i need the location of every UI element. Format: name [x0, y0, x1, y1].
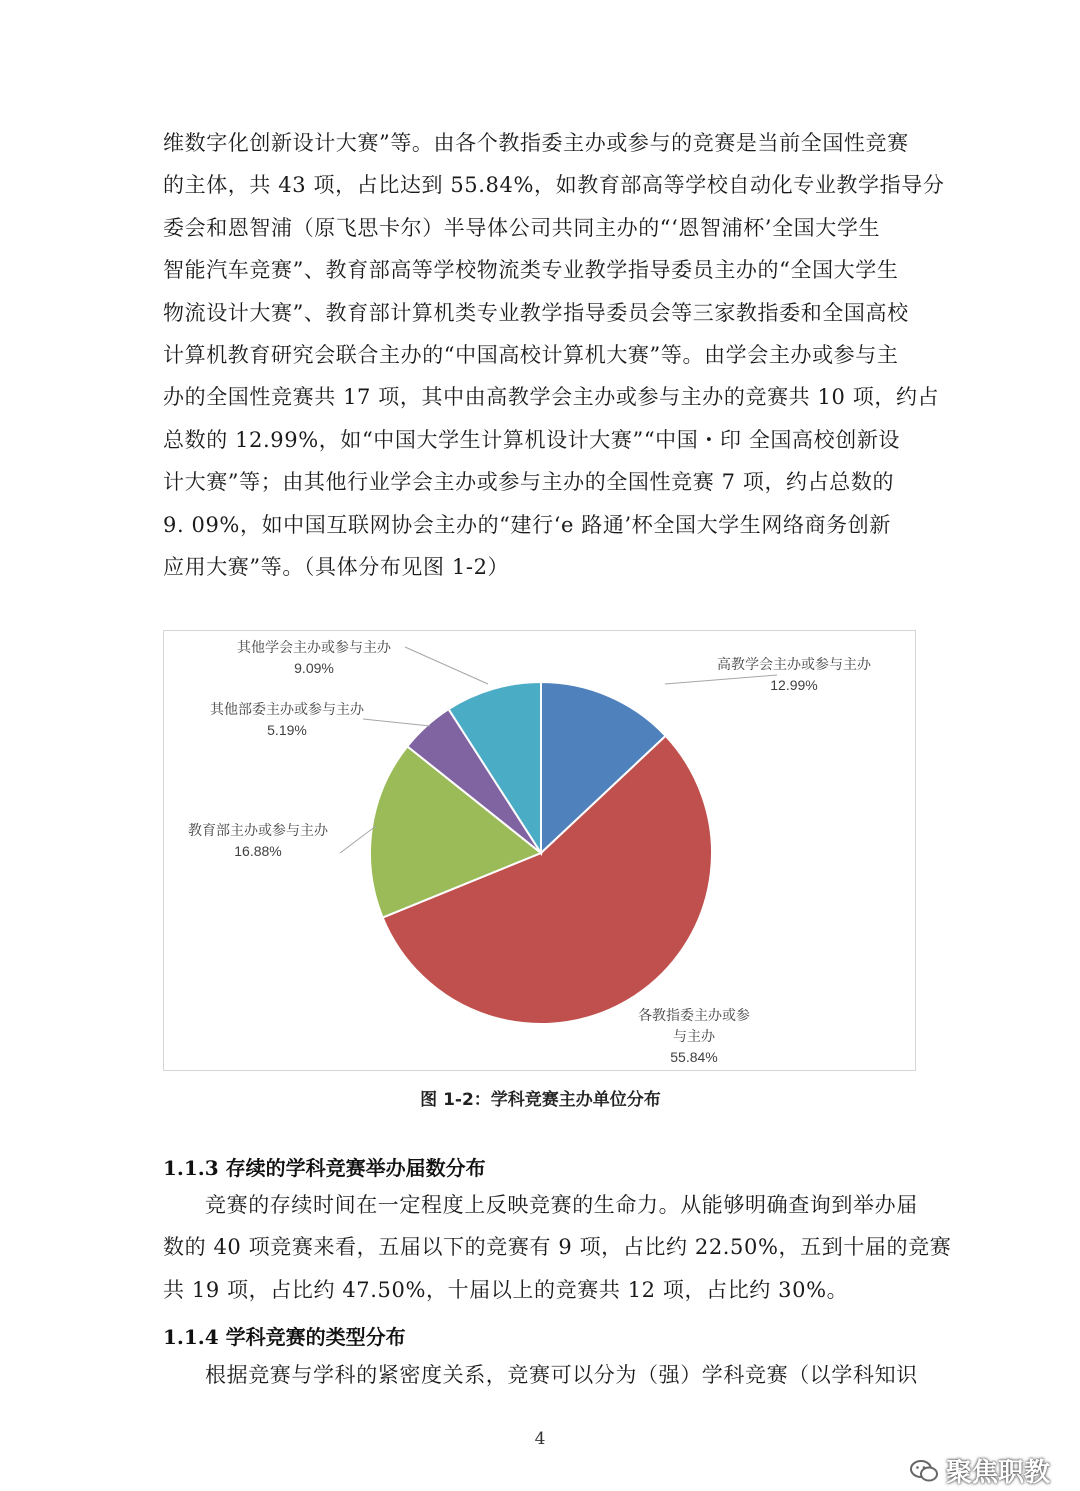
text-line: 的主体，共 43 项，占比达到 55.84%，如教育部高等学校自动化专业教学指导分	[163, 173, 945, 198]
body-paragraph-2	[163, 1184, 952, 1311]
leader-line	[665, 675, 777, 684]
watermark	[910, 1452, 1050, 1489]
text-line: 计算机教育研究会联合主办的“中国高校计算机大赛”等。由学会主办或参与主	[163, 343, 899, 368]
data-label-category: 教育部主办或参与主办	[188, 822, 328, 838]
body-paragraph-1	[163, 122, 945, 588]
text-line: 维数字化创新设计大赛”等。由各个教指委主办或参与的竞赛是当前全国性竞赛	[163, 131, 909, 155]
text-line: 智能汽车竞赛”、教育部高等学校物流类专业教学指导委员主办的“全国大学生	[163, 258, 899, 283]
data-label-percent: 5.19%	[267, 722, 307, 738]
data-label-category: 各教指委主办或参	[638, 1007, 750, 1023]
leader-line	[363, 719, 430, 726]
pie-chart	[164, 631, 917, 1072]
text-line: 数的 40 项竞赛来看，五届以下的竞赛有 9 项，占比约 22.50%，五到十届的竞赛	[163, 1235, 952, 1260]
section-heading-1-1-4: 1.1.4 学科竞赛的类型分布	[163, 1325, 406, 1349]
text-line: 根据竞赛与学科的紧密度关系，竞赛可以分为（强）学科竞赛（以学科知识	[205, 1363, 918, 1387]
text-line: 物流设计大赛”、教育部计算机类专业教学指导委员会等三家教指委和全国高校	[163, 300, 909, 325]
data-label-percent: 12.99%	[770, 677, 818, 693]
data-label-percent: 55.84%	[670, 1049, 718, 1065]
text-line: 竞赛的存续时间在一定程度上反映竞赛的生命力。从能够明确查询到举办届	[205, 1193, 918, 1217]
watermark-text: 聚焦职教	[945, 1458, 1050, 1488]
figure-caption: 图 1-2：学科竞赛主办单位分布	[420, 1090, 661, 1110]
data-label-percent: 9.09%	[294, 660, 334, 676]
text-line: 办的全国性竞赛共 17 项，其中由高教学会主办或参与主办的竞赛共 10 项，约占	[163, 385, 940, 410]
data-label-category: 与主办	[673, 1028, 715, 1044]
pie-chart-frame	[163, 630, 916, 1071]
wechat-icon	[910, 1460, 938, 1482]
data-label-category: 其他学会主办或参与主办	[237, 639, 391, 655]
page-number: 4	[534, 1429, 546, 1449]
data-label-category: 其他部委主办或参与主办	[210, 701, 364, 717]
text-line: 委会和恩智浦（原飞思卡尔）半导体公司共同主办的“‘恩智浦杯’全国大学生	[163, 215, 881, 240]
text-line: 9. 09%，如中国互联网协会主办的“建行‘e 路通’杯全国大学生网络商务创新	[163, 512, 891, 537]
leader-line	[405, 647, 488, 684]
text-line: 应用大赛”等。（具体分布见图 1-2）	[163, 555, 510, 580]
body-paragraph-3	[163, 1354, 918, 1396]
text-line: 总数的 12.99%，如“中国大学生计算机设计大赛”“中国・印 全国高校创新设	[163, 427, 901, 452]
text-line: 计大赛”等；由其他行业学会主办或参与主办的全国性竞赛 7 项，约占总数的	[163, 470, 895, 495]
section-heading-1-1-3: 1.1.3 存续的学科竞赛举办届数分布	[163, 1156, 486, 1180]
data-label-category: 高教学会主办或参与主办	[717, 656, 871, 672]
text-line: 共 19 项，占比约 47.50%，十届以上的竞赛共 12 项，占比约 30%。	[163, 1277, 849, 1302]
data-label-percent: 16.88%	[234, 843, 282, 859]
